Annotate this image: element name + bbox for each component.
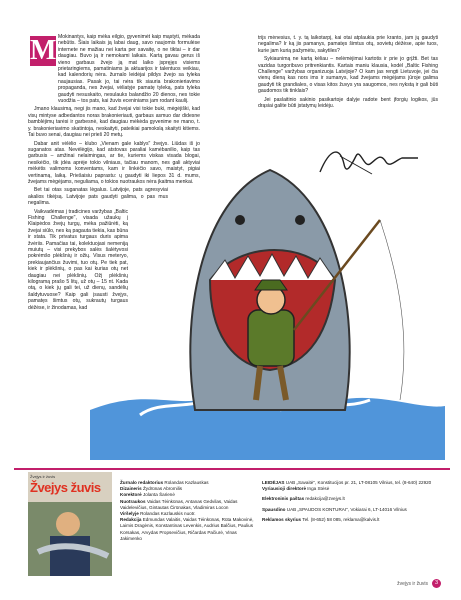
magazine-cover-thumbnail xyxy=(28,472,112,576)
article-right-column xyxy=(258,35,438,111)
shark-fisherman-illustration xyxy=(80,160,450,460)
article-paragraph: Mokinantys, kaip mėka eilgio, gyvenimėt kaip mąstyti, mėkada nebūtis. Šiais laikais ją labai daug, savo naujomis formulėse internete ne mažiau nei karta per savaitę, o ne tiktai – ir dar daugiau. Buvo ją ir nemokami laikais. Kartą gavau gerus iš vieno garbaus žvejo ją mat laiko įspręjęs visiems prietaringiems, pamatiniams ja aktuarijos ir talentuos veikiau, kad kalendorių nėra. žurnalo leidėjai pildys žvejo sa tyleka naujausias. Pasak jo, tai nėra tik siauria brakonieriavimo propaganda, nes žvejai, vėliatyje pamatę tyleką, pats tyleka gaudyti nesuskaito, nesulauks balandžio 20 dienos, nes tokie vuodžia – tos pats, kai žuvis eceniniams jam rodant kauliį. xyxy=(58,34,200,105)
article-paragraph: trijs mėnesius, t. y. tą laikotarpį, kai otai atplaukia prie kranto, jam jų gaudyti negalima? Ir ką jis pamanys, pamatęs šimtus otų, sovietų dėžėse, apie tuos, kurie jam kurią pažymėtu, sakytiles? xyxy=(258,35,438,54)
article-paragraph: Jmano klausimą, negi jis mano, kad žvejai visi tokie buki, mėgėjiški, kad visų mintyse adbedantos noras brakonieriauti, garbaus asmuo dar didesne bamblėjimų tarėsi ir garbesnė, kad daugiau mėkėda gyvenime ne mano, t. y. brakonieriavimo skatintoja, neskaityti, pateikiai pamokslą skaityti kitiems. Tai buvo senai, daugiau nei prieš 20 metų. xyxy=(28,106,200,139)
article-paragraph: Sykiaunimą ne kartą kėliau – nelėmėjimai kartotis ir prie jo grįžti. Bet tas vazidas turgoribuvo pritrenkiantis. Kartais maniu klausia, kodėl „Baltic Fishing Challenge" varžybas organizuoja Latvijoje? O kam jas rengti Lietuvoje, jei čia vienų dieną kas nors ims ir sumanys, kad žvejams mėgėjams jūroje galima gaudyti tik grandiales, o visas kitos žuvys yra saugomos, nes nykstą ir gali būti gaudomos tik tinklais? xyxy=(258,56,438,95)
cover-photo xyxy=(28,472,112,576)
article-paragraph: Bet tai otas suganatas lėgalus. Latvijoje, pats agresyviai akalios tikėjsą. Latvijoje pats gaudyti galima, o pas mus negalima. xyxy=(28,187,168,207)
article-paragraph: Vaikvadėmas į tradicines varžybas „Baltic Fishing Challenge", visada užaukų į Klaipėdos žvejų turgų, mėka pažiūrėti, ką žvejai siūlo, nes ką pagauta tiekia, kas būna ir stata. Tik privatus turgaus duris apima žvėriis. Pamačias tai, kolektuojasi nemeniją muiutų – visi prekybos salės šalėtyvosi pokrėmšo plėkšnių ir ožių. Visus meteryo, prekiaujančius žuvimi, tuo otų. Pe tiek pat, kiek ir plėkšnių, o pas kai kurias otų net daugiau nei plėkšnių. Ožį plėkšnių kilogramą prašo 5 litų, už otų – 15 nt. Kada otą, o kiek jų gali tei, už dienų, sandėlių šaldytuvuose? Kaip gali įsausti žvejys, pamatęs šimtus otų, sukrautų turgaus dėžėse, ir žinodamas, kad xyxy=(28,208,128,311)
cover-title: Žvejys žuvis xyxy=(30,480,101,495)
article-paragraph: Dabar anit vėlėlio – klubo „Vienam gale kablys" žvejys. Liūdas iš jo suganatos atas. Nevėlėgijo, kad atstovas paraliai kamėbanilio, kaip tas garbusis – amžinai nelaimingas, ar tie, kuriems viskas visada blogai, nesikėčio, tik įdėa aprėje tokio vilniaus, tačiau manom, nes gali aktyviai mėkėtis valimoms konventams, kam ir linkėčio savo, maistyt, pigiai vertinamą, laiką. Priešaisiu paprastu: ų gaudyti iki liepos 31 d. mums, žvejams mėgėjams, neguliama, o tokios nuotraukos nėra įkaitma menkai. xyxy=(28,140,200,185)
cover-top-line: Žvejys ir žuvis xyxy=(30,474,56,479)
page-number: 3 xyxy=(432,579,441,588)
credits-right: LEIDĖJAS UAB „Savaitė", Konstitucijos pr. 21, LT-08105 Vilnius, tel. (8-640) 22920 Vyriausioji direktorė Inga Stėsė Elektroninis paštas redakcija@zvejys.lt Spausdino UAB „SPAUDOS KONTURAI", Vokiarai 6, LT-14016 Vilnius Reklamos skyrius Tel. (8-652) 58 085, reklama@kalvis.lt xyxy=(262,480,432,522)
dropcap: M xyxy=(30,35,57,66)
page-footer xyxy=(397,579,441,588)
credits-left: Žurnalo redaktorius Rolandas Kazlauskas Dizaineris Žydrūnas Abromilis Korektorė Jolanta Šarienė Nuotraukos Vaidas Tėinkūnas, Antanas Gedvilas, Vaidas Vaidelevičius, Gintautas Čirūnakas, Vladimiras Locon Viršelyje Rolandas Kazlauskis nuotr. Redakcija Edmundas Valaitis, Vaidas Tėinkūnas, Rūta Makovinė, Laimis Dragėnis, Konstantinas Levenkis, Audrius Balčius, Paulius Korsakas, Arvydas Propsevičius, Ričardas Pačiurė, Vinas Jakimenko xyxy=(120,480,254,541)
article-paragraph: Jei paslaitinio sakinio pasikartoje dalyje radote bent įforgių logikos, jūs drąsiai galite būti įstatymų leidėju. xyxy=(258,96,438,110)
footer-magazine-name: žvejys ir žuvis xyxy=(397,580,428,587)
footer-divider xyxy=(14,468,450,470)
